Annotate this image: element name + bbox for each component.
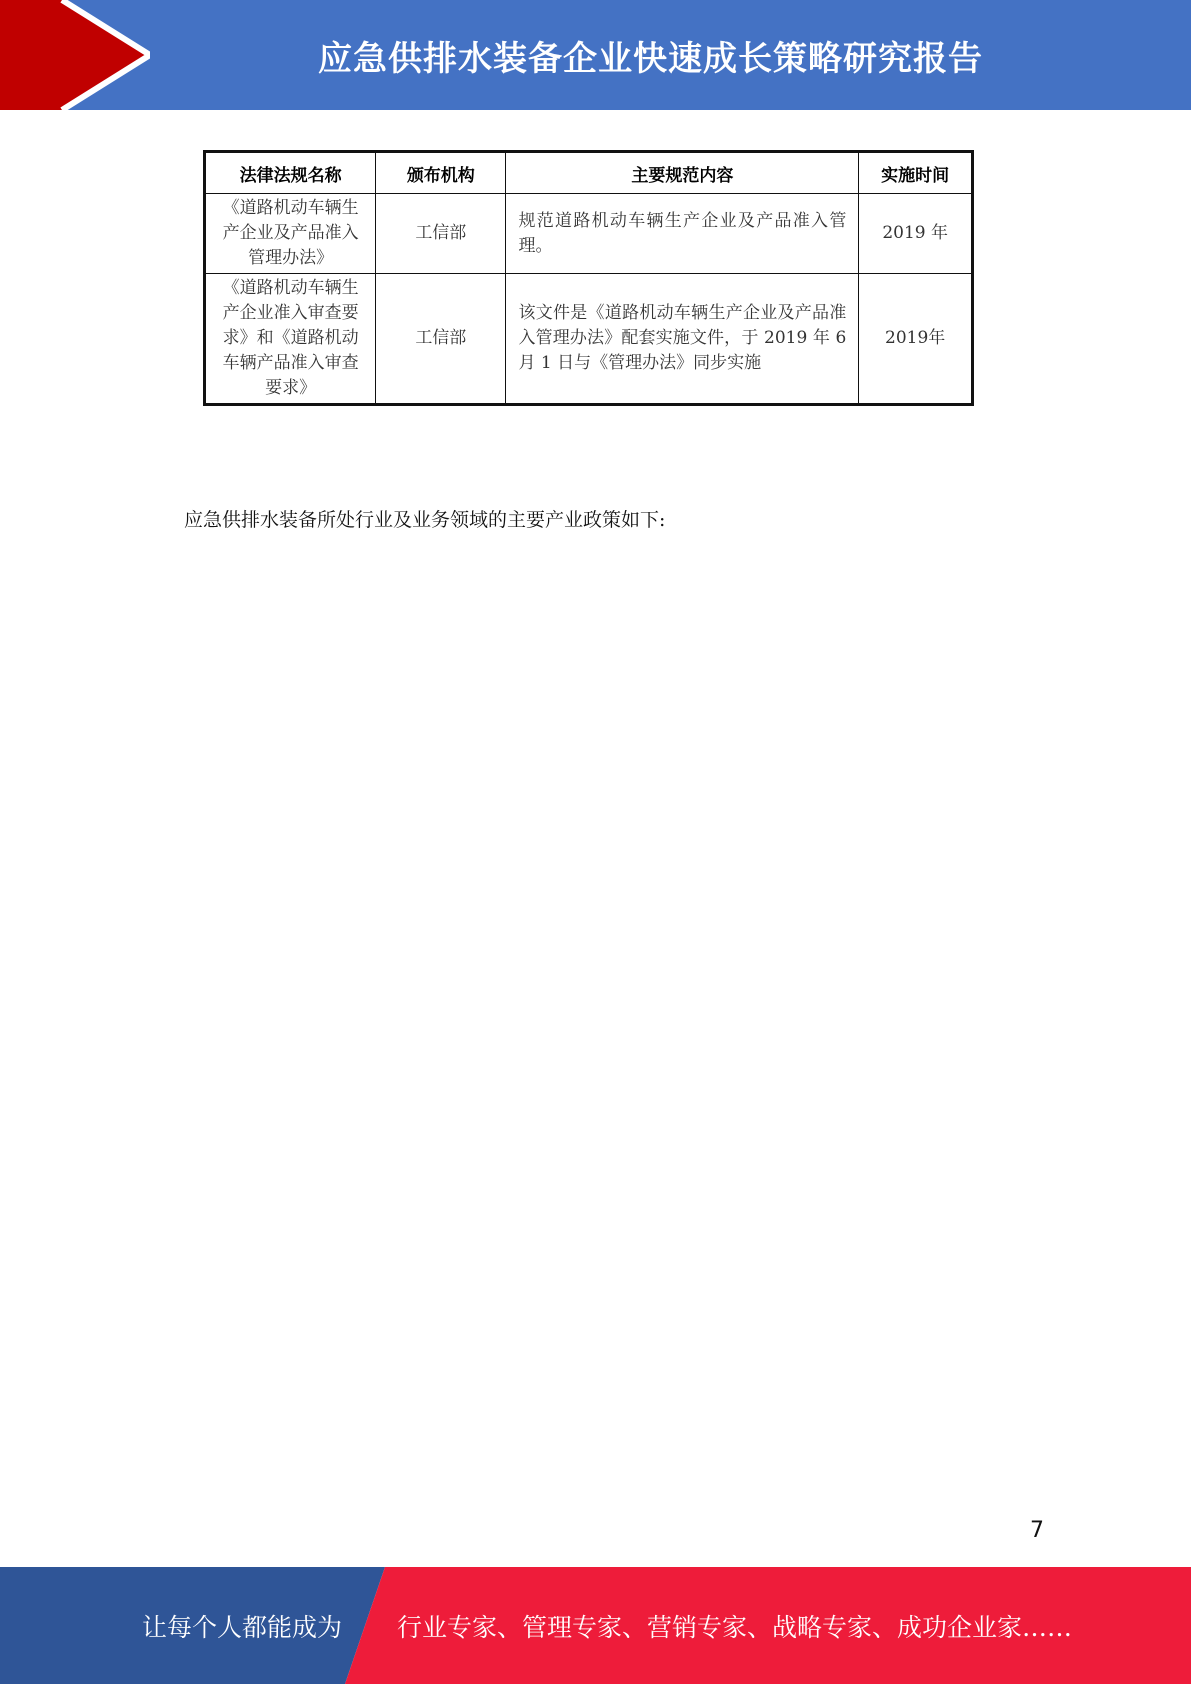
issuing-authority-cell: 工信部	[376, 274, 506, 405]
effective-date-cell: 2019年	[859, 274, 973, 405]
effective-date-cell: 2019 年	[859, 194, 973, 274]
table-header-row	[205, 152, 973, 194]
policy-intro-paragraph: 应急供排水装备所处行业及业务领域的主要产业政策如下:	[184, 509, 666, 531]
regulation-name-cell: 《道路机动车辆生产企业及产品准入管理办法》	[205, 194, 376, 274]
footer-banner	[0, 1567, 1191, 1684]
header-issuing-authority: 颁布机构	[376, 152, 506, 194]
header-main-content: 主要规范内容	[506, 152, 859, 194]
main-content-cell: 该文件是《道路机动车辆生产企业及产品准入管理办法》配套实施文件，于 2019 年 6 月 1 日与《管理办法》同步实施	[506, 274, 859, 405]
red-chevron-decoration	[0, 0, 150, 110]
header-regulation-name: 法律法规名称	[205, 152, 376, 194]
table-row	[205, 274, 973, 405]
footer-slogan-left: 让每个人都能成为	[142, 1612, 343, 1642]
main-content-cell: 规范道路机动车辆生产企业及产品准入管理。	[506, 194, 859, 274]
header-effective-date: 实施时间	[859, 152, 973, 194]
footer-slogan-right: 行业专家、管理专家、营销专家、战略专家、成功企业家……	[397, 1612, 1073, 1642]
page-number: 7	[1030, 1518, 1044, 1543]
table-row	[205, 194, 973, 274]
report-title: 应急供排水装备企业快速成长策略研究报告	[318, 38, 983, 79]
issuing-authority-cell: 工信部	[376, 194, 506, 274]
header-banner	[0, 0, 1191, 110]
regulations-table	[203, 150, 974, 406]
regulation-name-cell: 《道路机动车辆生产企业准入审查要求》和《道路机动车辆产品准入审查要求》	[205, 274, 376, 405]
